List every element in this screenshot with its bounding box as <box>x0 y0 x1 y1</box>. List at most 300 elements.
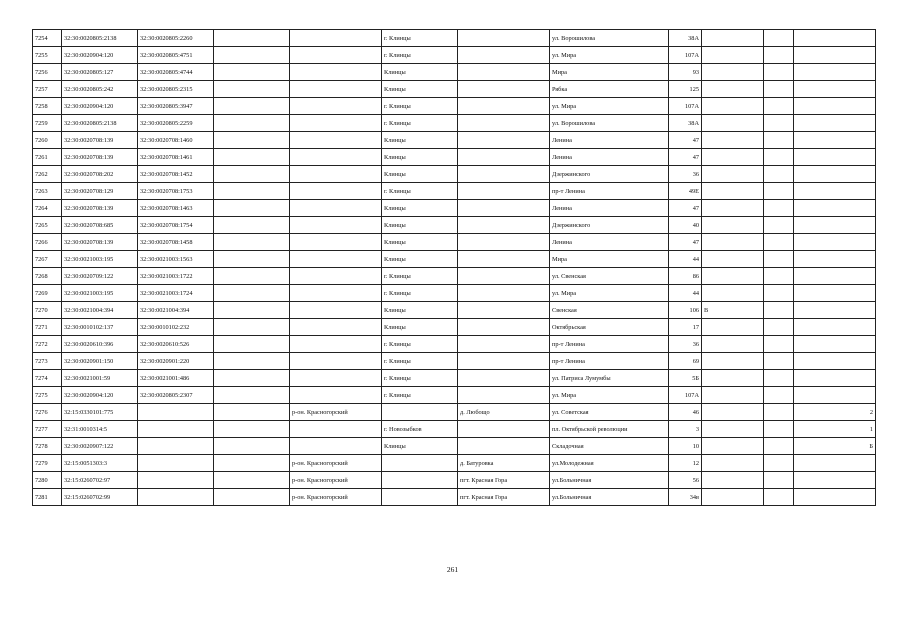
cell-object-number <box>138 404 214 421</box>
cell-building <box>794 47 876 64</box>
cell-col-4 <box>214 421 290 438</box>
cell-district <box>290 149 382 166</box>
cell-letter <box>702 455 764 472</box>
cell-building <box>794 183 876 200</box>
cell-building <box>794 30 876 47</box>
cell-col-11 <box>764 404 794 421</box>
cell-settlement <box>458 387 550 404</box>
cell-house: 47 <box>669 132 702 149</box>
cell-col-11 <box>764 81 794 98</box>
cell-col-11 <box>764 319 794 336</box>
cell-settlement: д. Любощо <box>458 404 550 421</box>
cell-row-id: 7265 <box>33 217 62 234</box>
cell-col-11 <box>764 217 794 234</box>
cell-house: 10 <box>669 438 702 455</box>
cell-cadastral-number: 32:30:0021003:195 <box>62 285 138 302</box>
cell-letter <box>702 217 764 234</box>
cell-col-11 <box>764 387 794 404</box>
cell-col-4 <box>214 251 290 268</box>
cell-house: 44 <box>669 251 702 268</box>
cell-letter <box>702 285 764 302</box>
cell-col-4 <box>214 64 290 81</box>
cell-object-number: 32:30:0020805:4751 <box>138 47 214 64</box>
cell-district: р-он. Красногорский <box>290 472 382 489</box>
cell-house: 47 <box>669 200 702 217</box>
cell-city: г. Клинцы <box>382 183 458 200</box>
cell-object-number <box>138 489 214 506</box>
cell-cadastral-number: 32:30:0020708:139 <box>62 234 138 251</box>
cell-cadastral-number: 32:30:0020904:120 <box>62 98 138 115</box>
cell-col-11 <box>764 353 794 370</box>
cell-cadastral-number: 32:30:0021004:394 <box>62 302 138 319</box>
cell-street: Ленина <box>550 149 669 166</box>
cell-cadastral-number: 32:30:0020901:150 <box>62 353 138 370</box>
cell-settlement <box>458 438 550 455</box>
cell-district <box>290 166 382 183</box>
cell-city: Клинцы <box>382 200 458 217</box>
cell-col-11 <box>764 200 794 217</box>
cell-object-number <box>138 455 214 472</box>
cell-col-11 <box>764 455 794 472</box>
cell-house: 107А <box>669 387 702 404</box>
cadastral-table <box>32 29 876 506</box>
cell-col-4 <box>214 336 290 353</box>
cell-district <box>290 319 382 336</box>
cell-settlement: пгт. Красная Гора <box>458 489 550 506</box>
cell-row-id: 7278 <box>33 438 62 455</box>
cell-street: пр-т Ленина <box>550 183 669 200</box>
cell-street: ул.Молодежная <box>550 455 669 472</box>
cell-col-11 <box>764 336 794 353</box>
cell-building <box>794 98 876 115</box>
cell-settlement <box>458 217 550 234</box>
cell-row-id: 7264 <box>33 200 62 217</box>
cell-object-number: 32:30:0021004:394 <box>138 302 214 319</box>
cell-cadastral-number: 32:30:0020610:396 <box>62 336 138 353</box>
cell-object-number: 32:30:0010102:232 <box>138 319 214 336</box>
cell-col-4 <box>214 234 290 251</box>
cell-street: ул. Мира <box>550 47 669 64</box>
cell-row-id: 7254 <box>33 30 62 47</box>
cell-col-11 <box>764 438 794 455</box>
cell-district <box>290 81 382 98</box>
cell-letter <box>702 30 764 47</box>
cell-street: Мира <box>550 251 669 268</box>
cell-house: 107А <box>669 98 702 115</box>
cell-district <box>290 370 382 387</box>
cell-col-4 <box>214 47 290 64</box>
cell-building <box>794 387 876 404</box>
cell-cadastral-number: 32:30:0020708:139 <box>62 149 138 166</box>
cell-letter <box>702 47 764 64</box>
cell-building <box>794 115 876 132</box>
cell-city: Клинцы <box>382 251 458 268</box>
cell-row-id: 7263 <box>33 183 62 200</box>
cell-cadastral-number: 32:30:0020708:685 <box>62 217 138 234</box>
cell-city: г. Клинцы <box>382 387 458 404</box>
table-row <box>33 30 876 47</box>
cell-row-id: 7280 <box>33 472 62 489</box>
cell-house: 106 <box>669 302 702 319</box>
cell-street: Ленина <box>550 234 669 251</box>
table-row <box>33 268 876 285</box>
table-row <box>33 421 876 438</box>
cell-col-11 <box>764 115 794 132</box>
cell-house: 47 <box>669 234 702 251</box>
cell-cadastral-number: 32:30:0020805:242 <box>62 81 138 98</box>
cell-col-4 <box>214 370 290 387</box>
cell-street: ул.Больничная <box>550 472 669 489</box>
cell-city: г. Клинцы <box>382 353 458 370</box>
cell-street: ул. Ворошилова <box>550 30 669 47</box>
cell-city: Клинцы <box>382 132 458 149</box>
cell-letter <box>702 200 764 217</box>
cell-col-4 <box>214 200 290 217</box>
table-row <box>33 370 876 387</box>
cell-building: 2 <box>794 404 876 421</box>
cell-district <box>290 234 382 251</box>
table-row <box>33 472 876 489</box>
table-row <box>33 353 876 370</box>
cell-settlement <box>458 149 550 166</box>
cell-house: 3 <box>669 421 702 438</box>
cell-row-id: 7260 <box>33 132 62 149</box>
cell-col-11 <box>764 183 794 200</box>
cell-house: 40 <box>669 217 702 234</box>
cell-house: 12 <box>669 455 702 472</box>
table-row <box>33 115 876 132</box>
cell-house: 47 <box>669 149 702 166</box>
cell-street: Дзержинского <box>550 217 669 234</box>
cell-street: пр-т Ленина <box>550 336 669 353</box>
cell-district <box>290 132 382 149</box>
cell-street: пр-т Ленина <box>550 353 669 370</box>
cell-cadastral-number: 32:30:0020805:127 <box>62 64 138 81</box>
cell-cadastral-number: 32:31:0010314:5 <box>62 421 138 438</box>
table-row <box>33 302 876 319</box>
cell-row-id: 7269 <box>33 285 62 302</box>
cell-letter <box>702 234 764 251</box>
cell-col-4 <box>214 30 290 47</box>
cell-letter <box>702 166 764 183</box>
cell-row-id: 7266 <box>33 234 62 251</box>
cell-col-4 <box>214 319 290 336</box>
table-row <box>33 336 876 353</box>
cell-district <box>290 336 382 353</box>
cell-building <box>794 200 876 217</box>
cell-letter <box>702 489 764 506</box>
cell-cadastral-number: 32:30:0020708:129 <box>62 183 138 200</box>
cell-settlement <box>458 81 550 98</box>
cell-district <box>290 47 382 64</box>
table-row <box>33 234 876 251</box>
cell-settlement <box>458 183 550 200</box>
table-row <box>33 489 876 506</box>
cell-building <box>794 336 876 353</box>
cell-city: Клинцы <box>382 234 458 251</box>
cell-object-number: 32:30:0020805:2307 <box>138 387 214 404</box>
cell-house: 44 <box>669 285 702 302</box>
cell-street: Рябка <box>550 81 669 98</box>
cell-object-number: 32:30:0020708:1753 <box>138 183 214 200</box>
cell-letter <box>702 183 764 200</box>
cell-col-4 <box>214 472 290 489</box>
cell-settlement <box>458 268 550 285</box>
cell-object-number: 32:30:0020610:526 <box>138 336 214 353</box>
cell-building <box>794 353 876 370</box>
cell-col-11 <box>764 472 794 489</box>
cell-building <box>794 81 876 98</box>
cell-settlement: д. Батуровка <box>458 455 550 472</box>
cell-col-11 <box>764 98 794 115</box>
cell-street: Ленина <box>550 200 669 217</box>
table-row <box>33 285 876 302</box>
cell-settlement <box>458 98 550 115</box>
cell-row-id: 7262 <box>33 166 62 183</box>
table-row <box>33 404 876 421</box>
cell-cadastral-number: 32:30:0020904:120 <box>62 47 138 64</box>
table-row <box>33 98 876 115</box>
cell-house: 93 <box>669 64 702 81</box>
cell-settlement <box>458 30 550 47</box>
cell-letter <box>702 81 764 98</box>
cell-district <box>290 200 382 217</box>
cell-city: г. Клинцы <box>382 115 458 132</box>
cell-col-11 <box>764 166 794 183</box>
cell-object-number <box>138 421 214 438</box>
cell-settlement <box>458 285 550 302</box>
cell-object-number: 32:30:0021003:1563 <box>138 251 214 268</box>
cell-letter <box>702 132 764 149</box>
cell-letter <box>702 149 764 166</box>
cell-house: 17 <box>669 319 702 336</box>
cell-building <box>794 319 876 336</box>
cell-row-id: 7268 <box>33 268 62 285</box>
cell-district <box>290 353 382 370</box>
cell-house: 56 <box>669 472 702 489</box>
cell-col-4 <box>214 353 290 370</box>
cell-letter <box>702 268 764 285</box>
cell-col-4 <box>214 166 290 183</box>
cell-settlement <box>458 251 550 268</box>
cell-object-number: 32:30:0020805:2260 <box>138 30 214 47</box>
cell-house: 125 <box>669 81 702 98</box>
cell-row-id: 7273 <box>33 353 62 370</box>
cell-object-number: 32:30:0021003:1724 <box>138 285 214 302</box>
cell-col-4 <box>214 438 290 455</box>
cell-street: ул. Свенская <box>550 268 669 285</box>
cell-object-number: 32:30:0021001:486 <box>138 370 214 387</box>
cell-object-number: 32:30:0020708:1463 <box>138 200 214 217</box>
cell-building <box>794 166 876 183</box>
cell-col-11 <box>764 489 794 506</box>
cell-letter <box>702 370 764 387</box>
cell-street: Дзержинского <box>550 166 669 183</box>
cell-city <box>382 489 458 506</box>
cell-building <box>794 285 876 302</box>
cell-settlement <box>458 336 550 353</box>
cell-object-number: 32:30:0020805:4744 <box>138 64 214 81</box>
cell-street: ул. Мира <box>550 387 669 404</box>
table-row <box>33 81 876 98</box>
cell-street: ул.Больничная <box>550 489 669 506</box>
cell-settlement <box>458 319 550 336</box>
cell-settlement <box>458 234 550 251</box>
table-row <box>33 183 876 200</box>
table-row <box>33 217 876 234</box>
cell-street: ул. Патриса Лумумбы <box>550 370 669 387</box>
cell-city <box>382 472 458 489</box>
cell-city: г. Клинцы <box>382 98 458 115</box>
cell-building <box>794 268 876 285</box>
cell-city <box>382 455 458 472</box>
cell-district <box>290 387 382 404</box>
cell-district <box>290 285 382 302</box>
cell-district <box>290 421 382 438</box>
cell-letter <box>702 115 764 132</box>
cell-col-4 <box>214 132 290 149</box>
cell-city: г. Клинцы <box>382 47 458 64</box>
table-row <box>33 149 876 166</box>
cell-building <box>794 489 876 506</box>
cell-col-4 <box>214 149 290 166</box>
cell-row-id: 7276 <box>33 404 62 421</box>
cell-col-4 <box>214 404 290 421</box>
cell-building <box>794 302 876 319</box>
cell-building <box>794 132 876 149</box>
cell-building <box>794 149 876 166</box>
cell-house: 38А <box>669 115 702 132</box>
cell-house: 69 <box>669 353 702 370</box>
table-row <box>33 387 876 404</box>
cell-cadastral-number: 32:15:0260702:99 <box>62 489 138 506</box>
cell-cadastral-number: 32:30:0020907:122 <box>62 438 138 455</box>
cell-cadastral-number: 32:15:0260702:97 <box>62 472 138 489</box>
cell-col-11 <box>764 302 794 319</box>
cell-house: 34в <box>669 489 702 506</box>
cell-settlement <box>458 421 550 438</box>
cell-cadastral-number: 32:30:0010102:137 <box>62 319 138 336</box>
cell-col-11 <box>764 285 794 302</box>
cell-district <box>290 302 382 319</box>
cell-house: 46 <box>669 404 702 421</box>
cell-settlement <box>458 132 550 149</box>
cell-col-11 <box>764 149 794 166</box>
cell-object-number: 32:30:0020708:1461 <box>138 149 214 166</box>
cell-district: р-он. Красногорский <box>290 489 382 506</box>
cell-street: ул. Мира <box>550 98 669 115</box>
cell-col-4 <box>214 489 290 506</box>
cell-building <box>794 217 876 234</box>
cell-city: Клинцы <box>382 217 458 234</box>
table-row <box>33 455 876 472</box>
table-row <box>33 438 876 455</box>
cell-object-number: 32:30:0020805:3947 <box>138 98 214 115</box>
table-row <box>33 251 876 268</box>
cell-letter <box>702 353 764 370</box>
cell-city: г. Клинцы <box>382 30 458 47</box>
cell-street: Ленина <box>550 132 669 149</box>
cell-letter <box>702 472 764 489</box>
cell-col-4 <box>214 217 290 234</box>
cell-object-number: 32:30:0020708:1460 <box>138 132 214 149</box>
cell-row-id: 7261 <box>33 149 62 166</box>
cell-district <box>290 30 382 47</box>
cell-settlement <box>458 353 550 370</box>
cell-building <box>794 472 876 489</box>
cell-row-id: 7259 <box>33 115 62 132</box>
cell-district <box>290 217 382 234</box>
cell-settlement <box>458 166 550 183</box>
cell-building: 1 <box>794 421 876 438</box>
cell-row-id: 7270 <box>33 302 62 319</box>
cell-cadastral-number: 32:15:0051303:3 <box>62 455 138 472</box>
cell-city: Клинцы <box>382 149 458 166</box>
table-row <box>33 64 876 81</box>
cell-city: г. Клинцы <box>382 336 458 353</box>
cell-house: 49Е <box>669 183 702 200</box>
cell-row-id: 7277 <box>33 421 62 438</box>
table-row <box>33 166 876 183</box>
cell-city: Клинцы <box>382 319 458 336</box>
cell-row-id: 7267 <box>33 251 62 268</box>
cell-district <box>290 115 382 132</box>
cell-col-4 <box>214 115 290 132</box>
cell-cadastral-number: 32:15:0330101:775 <box>62 404 138 421</box>
cell-row-id: 7255 <box>33 47 62 64</box>
cell-row-id: 7281 <box>33 489 62 506</box>
cell-building: Б <box>794 438 876 455</box>
cell-settlement: пгт. Красная Гора <box>458 472 550 489</box>
cell-house: 36 <box>669 336 702 353</box>
cell-row-id: 7275 <box>33 387 62 404</box>
cell-district: р-он. Красногорский <box>290 404 382 421</box>
cell-row-id: 7271 <box>33 319 62 336</box>
cell-city: г. Клинцы <box>382 285 458 302</box>
cell-letter <box>702 438 764 455</box>
cell-row-id: 7257 <box>33 81 62 98</box>
cell-cadastral-number: 32:30:0021001:59 <box>62 370 138 387</box>
cell-city: Клинцы <box>382 64 458 81</box>
cell-letter <box>702 98 764 115</box>
cell-letter <box>702 64 764 81</box>
cell-col-11 <box>764 370 794 387</box>
cell-letter <box>702 421 764 438</box>
cell-street: пл. Октябрьской революции <box>550 421 669 438</box>
cell-house: 86 <box>669 268 702 285</box>
cell-building <box>794 370 876 387</box>
cell-building <box>794 251 876 268</box>
table-row <box>33 319 876 336</box>
cell-row-id: 7279 <box>33 455 62 472</box>
cell-letter <box>702 319 764 336</box>
cell-cadastral-number: 32:30:0020708:139 <box>62 200 138 217</box>
cell-settlement <box>458 200 550 217</box>
cell-row-id: 7256 <box>33 64 62 81</box>
cell-city: г. Клинцы <box>382 268 458 285</box>
cell-district <box>290 268 382 285</box>
cell-letter <box>702 387 764 404</box>
cell-object-number: 32:30:0020708:1458 <box>138 234 214 251</box>
table-row <box>33 200 876 217</box>
cell-cadastral-number: 32:30:0020904:120 <box>62 387 138 404</box>
cell-col-4 <box>214 98 290 115</box>
cell-city: Клинцы <box>382 81 458 98</box>
cell-city: Клинцы <box>382 166 458 183</box>
cell-city: Клинцы <box>382 302 458 319</box>
cell-house: 36 <box>669 166 702 183</box>
cell-street: Складочная <box>550 438 669 455</box>
